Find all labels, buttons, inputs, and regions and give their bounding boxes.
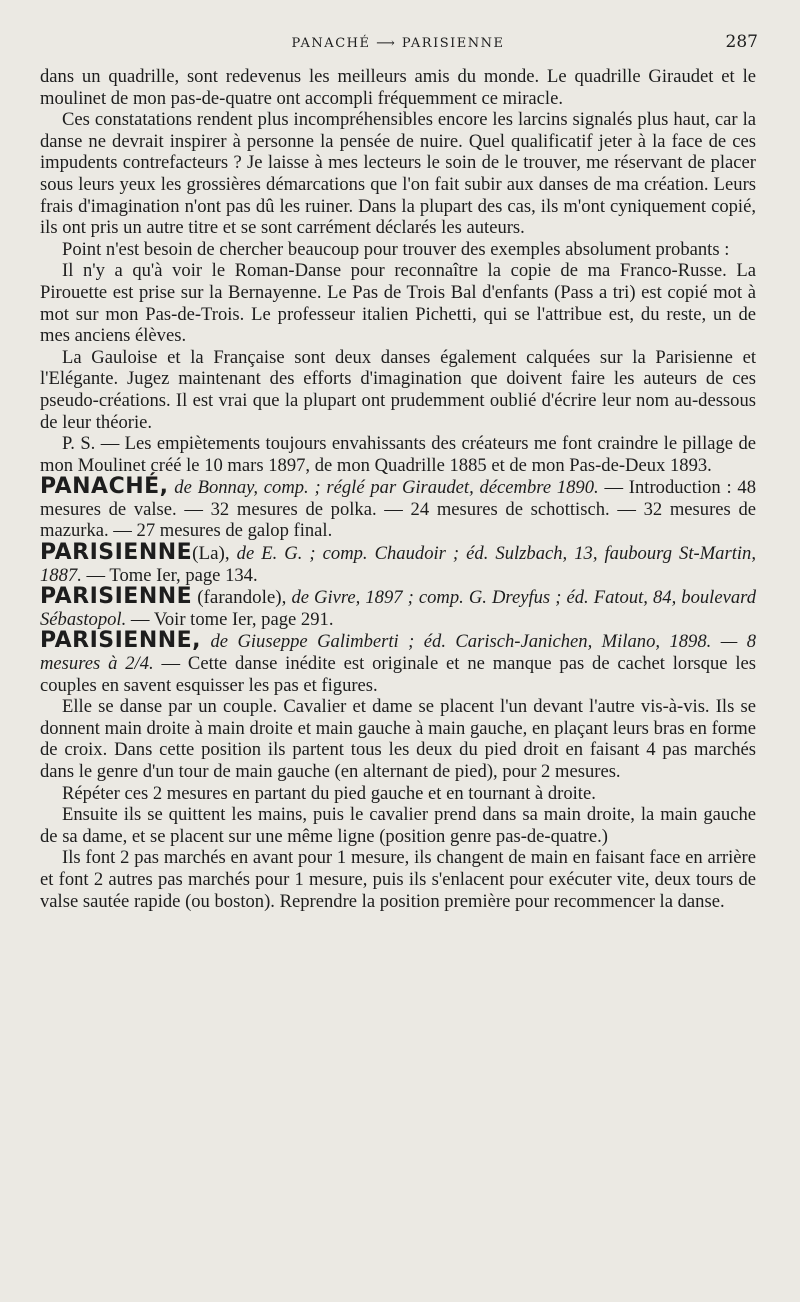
paragraph: Ensuite ils se quittent les mains, puis le cavalier prend dans sa main droite, la main gauche de sa dame, et se placent sur une même ligne (position genre pas-de-quatre.): [40, 804, 756, 847]
entry-text: — Introduction : 48 mesures de valse. — 32 mesures de polka. — 24 mesures de schottisch. — 32 mesures de mazurka. — 27 mesures de galop final.: [40, 477, 756, 542]
running-head: [40, 30, 756, 66]
entry-info: de Giuseppe Galimberti ; éd. Carisch-Janichen, Milano, 1898. — 8 mesures à 2/4.: [40, 631, 756, 675]
entry-parisienne-la: [40, 542, 756, 586]
entry-text: — Cette danse inédite est originale et ne manque pas de cachet lorsque les couples en savent esquisser les pas et figures.: [40, 653, 756, 696]
paragraph: La Gauloise et la Française sont deux danses également calquées sur la Parisienne et l'Elégante. Jugez maintenant des efforts d'imagination que doivent faire les auteurs de ces pseudo-créations. Il est vrai que la plupart ont prudemment oublié d'écrire leur nom au-dessous de leur théorie.: [40, 346, 756, 433]
headword: PARISIENNE,: [40, 628, 202, 654]
headword: PARISIENNE: [40, 584, 193, 610]
paragraph: Répéter ces 2 mesures en partant du pied gauche et en tournant à droite.: [62, 782, 596, 804]
paragraph: dans un quadrille, sont redevenus les meilleurs amis du monde. Le quadrille Giraudet et le moulinet de mon pas-de-quatre ont accompli fréquemment ce miracle.: [40, 66, 756, 109]
running-title: PANACHÉ ⟶ PARISIENNE: [291, 36, 505, 51]
entry-info: de Bonnay, comp. ; réglé par Giraudet, décembre 1890.: [174, 477, 599, 499]
paragraph: Ces constatations rendent plus incompréhensibles encore les larcins signalés plus haut, car la danse ne devrait inspirer à personne la pensée de nuire. Quel qualificatif jeter à la face de ces impudents contrefacteurs ? Je laisse à mes lecteurs le soin de le trouver, me réservant de placer sous leurs yeux les grossières démarcations que l'on fait subir aux danses de ma création. Leurs frais d'imagination n'ont pas dû les ruiner. Dans la plupart des cas, ils m'ont cyniquement copié, ils ont pris un autre titre et se sont carrément déclarés les auteurs.: [40, 109, 756, 239]
headword: PARISIENNE: [40, 540, 193, 566]
entry-paren: (La),: [192, 543, 230, 565]
entry-text: — Voir tome Ier, page 291.: [130, 608, 334, 630]
paragraph: Elle se danse par un couple. Cavalier et dame se placent l'un devant l'autre vis-à-vis. Ils se donnent main droite à main droite et main gauche à main gauche, en plaçant leurs bras en forme de croix. Dans cette position ils partent tous les deux du pied droit en faisant 4 pas marchés dans le genre d'un tour de main gauche (en alternant de pied), pour 2 mesures.: [40, 696, 756, 782]
page-number: 287: [725, 32, 758, 52]
paragraph: Ils font 2 pas marchés en avant pour 1 mesure, ils changent de main en faisant face en arrière et font 2 autres pas marchés pour 1 mesure, puis ils s'enlacent pour exécuter vite, deux tours de valse sautée rapide (ou boston). Reprendre la position première pour recommencer la danse.: [40, 847, 756, 912]
headword: PANACHÉ,: [40, 474, 169, 500]
paragraph: Il n'y a qu'à voir le Roman-Danse pour reconnaître la copie de ma Franco-Russe. La Pirouette est prise sur la Bernayenne. Le Pas de Trois Bal d'enfants (Pass a tri) est copié mot à mot sur mon Pas-de-Trois. Le professeur italien Pichetti, qui se l'attribue est, du reste, un de mes anciens élèves.: [40, 260, 756, 347]
entry-paren: (farandole),: [197, 587, 287, 609]
paragraph: P. S. — Les empiètements toujours envahissants des créateurs me font craindre le pillage de mon Moulinet créé le 10 mars 1897, de mon Quadrille 1885 et de mon Pas-de-Deux 1893.: [40, 433, 756, 476]
entry-info: de E. G. ; comp. Chaudoir ; éd. Sulzbach, 13, faubourg St-Martin, 1887.: [40, 543, 756, 586]
entry-text: — Tome Ier, page 134.: [86, 564, 258, 586]
entry-panache: [40, 476, 756, 542]
entry-parisienne-farandole: [40, 586, 756, 630]
paragraph: Point n'est besoin de chercher beaucoup pour trouver des exemples absolument probants :: [62, 238, 730, 260]
page-body: [40, 66, 756, 912]
entry-info: de Givre, 1897 ; comp. G. Dreyfus ; éd. Fatout, 84, boulevard Sébastopol.: [40, 587, 756, 630]
entry-parisienne-galimberti: [40, 630, 756, 696]
